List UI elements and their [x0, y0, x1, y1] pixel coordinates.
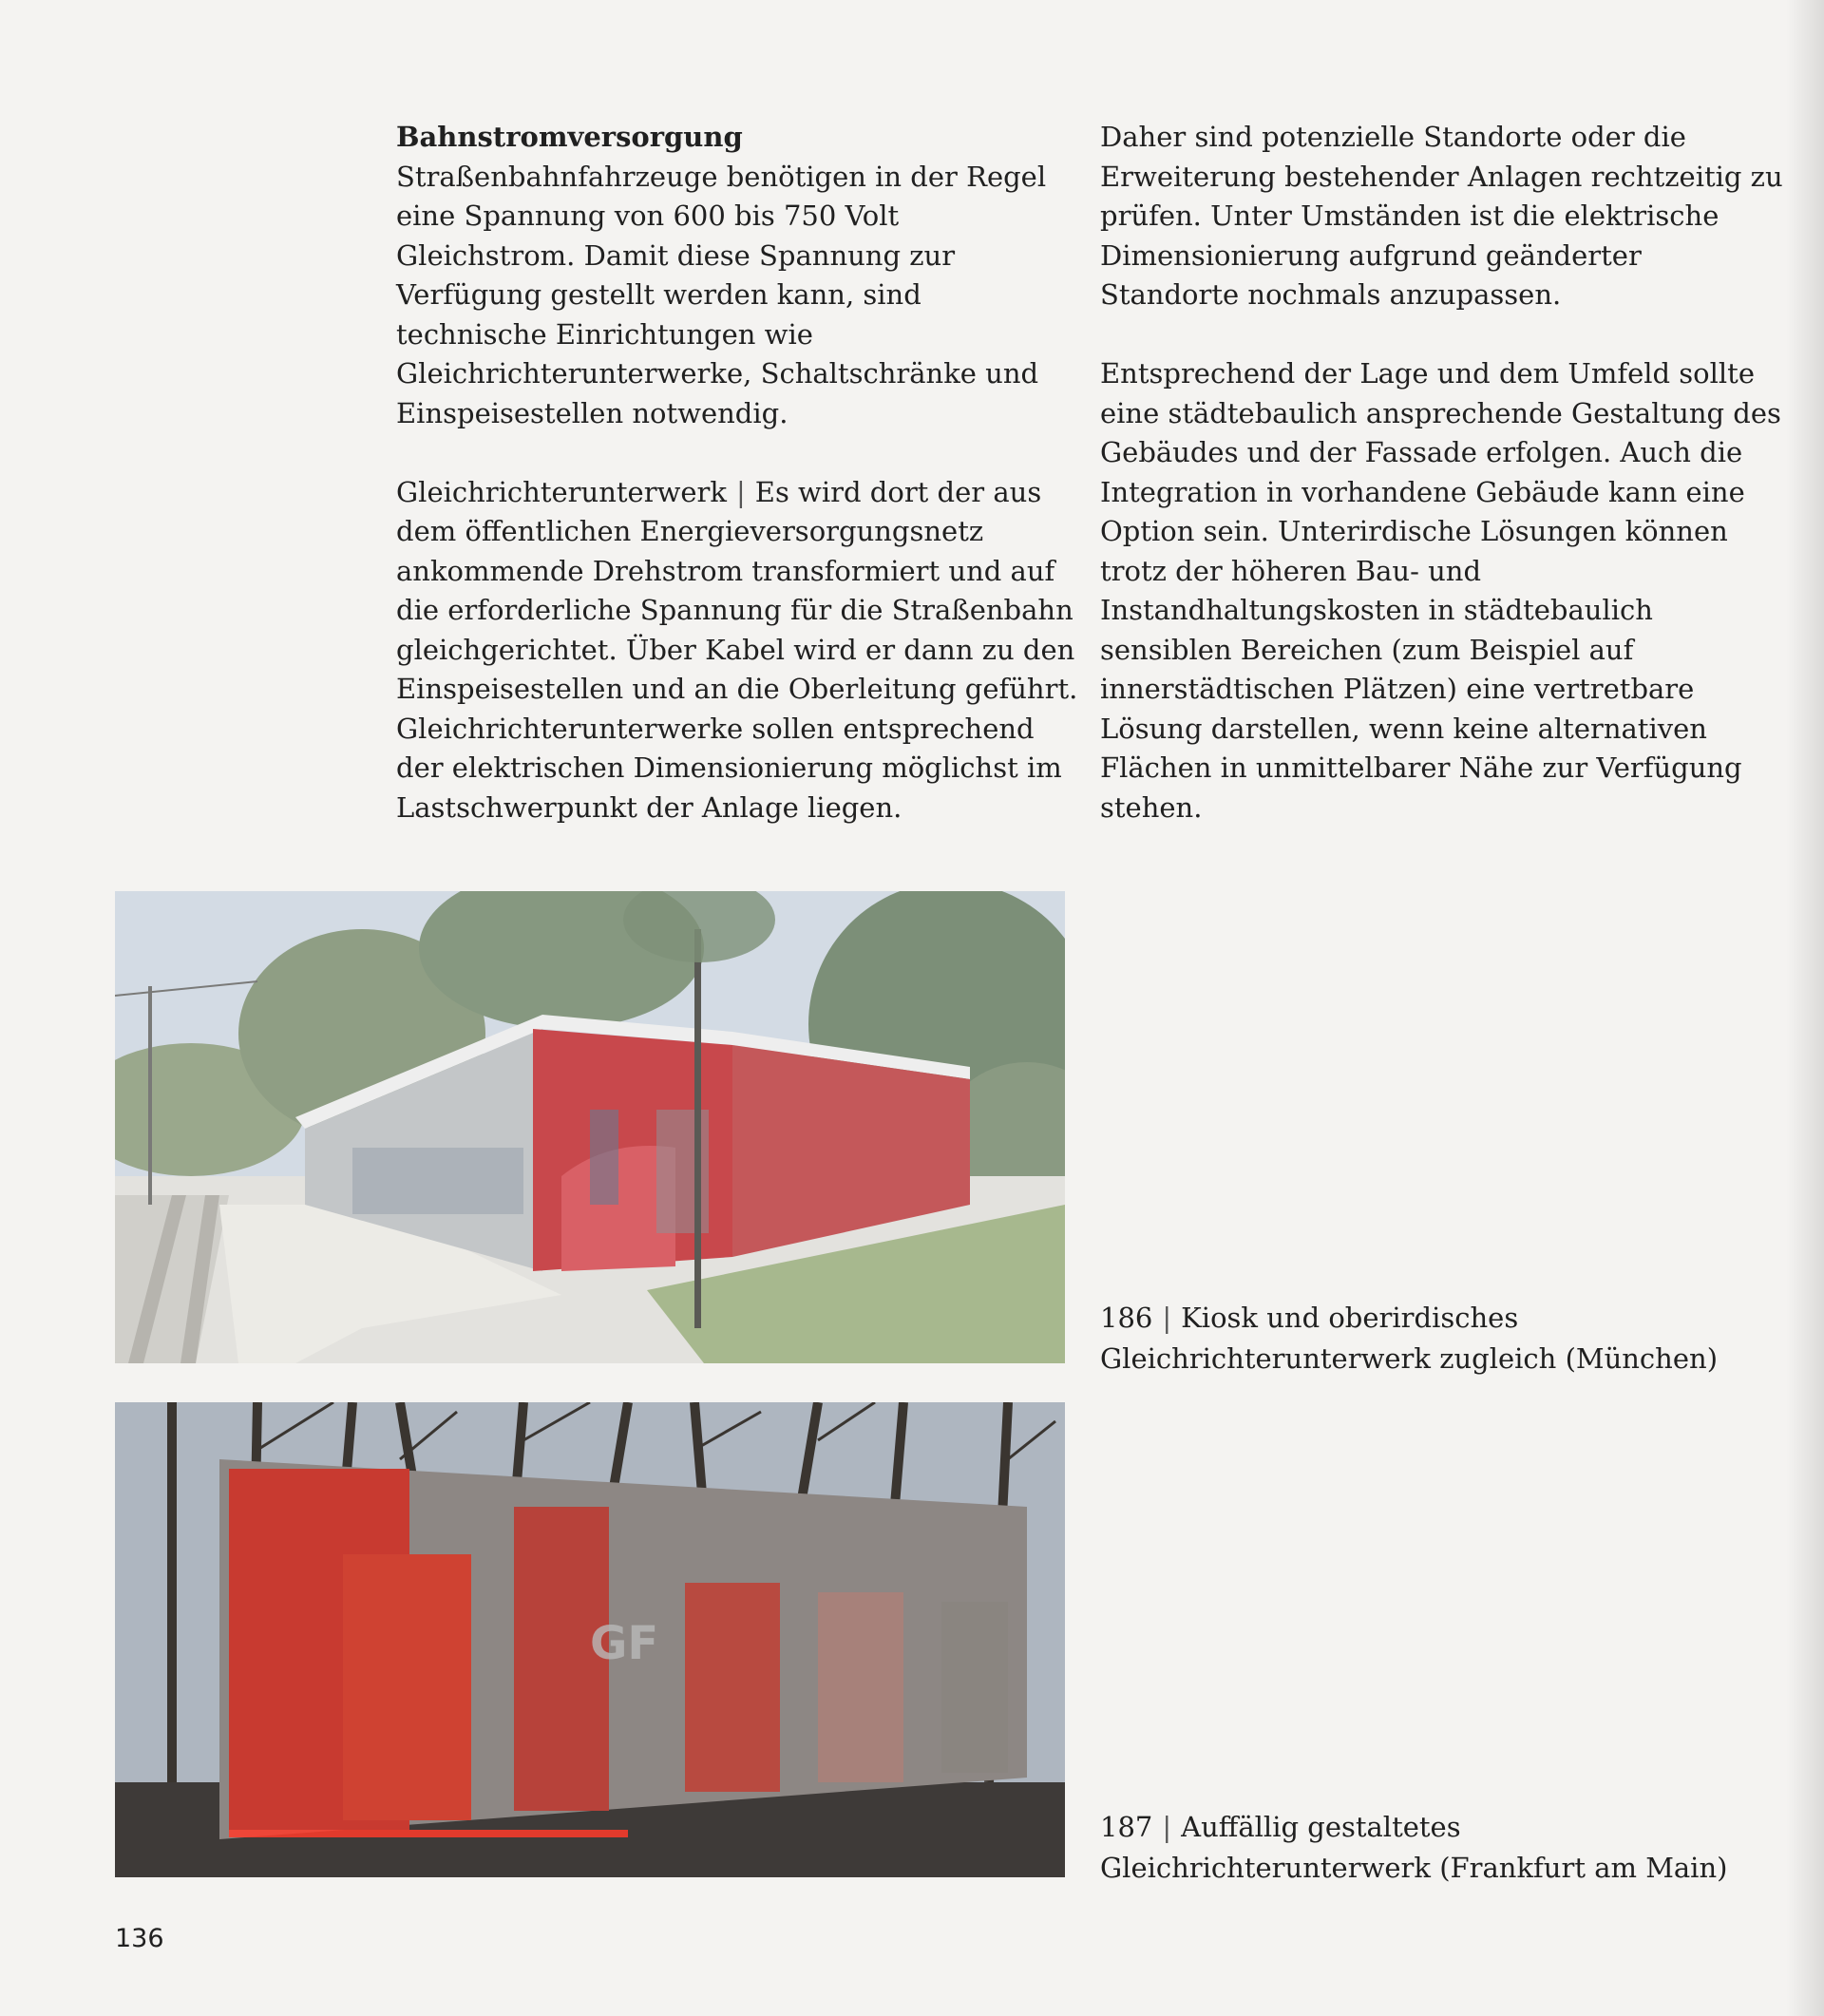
figure-187-caption: [1100, 1807, 1784, 1889]
subhead-separator: |: [736, 475, 746, 508]
sign-letters: GF: [590, 1617, 659, 1670]
rectifier-subhead: Gleichrichterunterwerk: [396, 475, 727, 508]
left-text-column: [396, 118, 1080, 827]
figure-186-photo: [115, 891, 1065, 1363]
intro-text: Straßenbahnfahrzeuge benötigen in der Regel eine Spannung von 600 bis 750 Volt Gleichstrom. Damit diese Spannung zur Verfügung gestellt werden kann, sind technische Einrichtungen wie Gleichrichterunterwerke, Schaltschränke und Einspeisestellen notwendig.: [396, 160, 1047, 429]
caption-separator: |: [1162, 1302, 1172, 1334]
rectifier-paragraph: [396, 473, 1080, 828]
figure-187-photo: [115, 1402, 1065, 1877]
figure-186-number: 186: [1100, 1302, 1153, 1334]
figure-186-text: Kiosk und oberirdisches Gleichrichterunterwerk zugleich (München): [1100, 1302, 1719, 1375]
right-text-column: [1100, 118, 1784, 827]
page-number: 136: [115, 1924, 164, 1953]
page-edge-shadow: [1786, 0, 1824, 2016]
kiosk-photo-illustration: [115, 891, 1065, 1363]
caption-separator: |: [1162, 1811, 1172, 1843]
facade-photo-illustration: [115, 1402, 1065, 1877]
design-paragraph: Entsprechend der Lage und dem Umfeld sollte eine städtebaulich ansprechende Gestaltung des Gebäudes und der Fassade erfolgen. Auch die Integration in vorhandene Gebäude kann eine Option sein. Unterirdische Lösungen können trotz der höheren Bau- und Instandhaltungskosten in städtebaulich sensiblen Bereichen (zum Beispiel auf innerstädtischen Plätzen) eine vertretbare Lösung darstellen, wenn keine alternativen Flächen in unmittelbarer Nähe zur Verfügung stehen.: [1100, 357, 1781, 824]
section-heading: Bahnstromversorgung: [396, 121, 743, 153]
figure-187-text: Auffällig gestaltetes Gleichrichterunterwerk (Frankfurt am Main): [1100, 1811, 1728, 1884]
intro-paragraph: [396, 118, 1080, 433]
location-paragraph: Daher sind potenzielle Standorte oder die Erweiterung bestehender Anlagen rechtzeitig zu prüfen. Unter Umständen ist die elektrische Dimensionierung aufgrund geänderter Standorte nochmals anzupassen.: [1100, 121, 1783, 311]
figure-186-caption: [1100, 1298, 1784, 1379]
rectifier-text: Es wird dort der aus dem öffentlichen Energieversorgungsnetz ankommende Drehstrom transformiert und auf die erforderliche Spannung für die Straßenbahn gleichgerichtet. Über Kabel wird er dann zu den Einspeisestellen und an die Oberleitung geführt. Gleichrichterunterwerke sollen entsprechend der elektrischen Dimensionierung möglichst im Lastschwerpunkt der Anlage liegen.: [396, 475, 1078, 824]
figure-187-number: 187: [1100, 1811, 1153, 1843]
